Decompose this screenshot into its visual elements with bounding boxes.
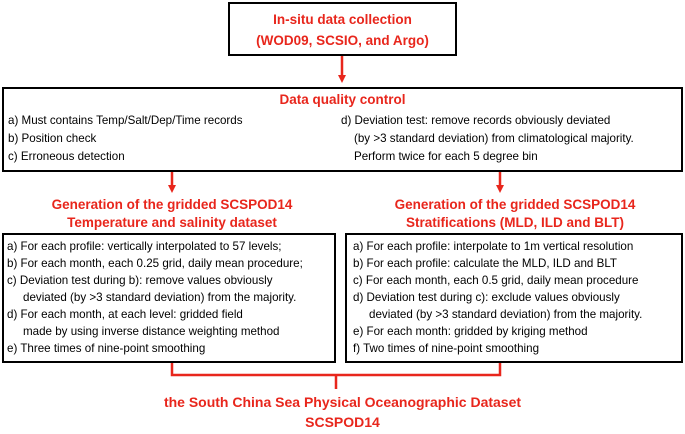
temperature-salinity-box — [2, 233, 336, 363]
output-dataset-title: the South China Sea Physical Oceanographic Dataset — [163, 394, 522, 410]
data-collection-title: In-situ data collection — [273, 12, 412, 27]
data-collection-sources: (WOD09, SCSIO, and Argo) — [256, 33, 429, 48]
ts-item-d-line2: made by using inverse distance weighting method — [23, 325, 280, 338]
strat-item-b: b) For each profile: calculate the MLD, ILD and BLT — [353, 257, 617, 270]
qc-item-d-line3: Perform twice for each 5 degree bin — [354, 150, 538, 163]
output-dataset-name: SCSPOD14 — [305, 414, 380, 430]
ts-item-b: b) For each month, each 0.25 grid, daily mean procedure; — [7, 257, 303, 270]
left-branch-subtitle: Temperature and salinity dataset — [67, 215, 277, 230]
qc-item-d-line2: (by >3 standard deviation) from climatological majority. — [354, 132, 634, 145]
strat-item-f: f) Two times of nine-point smoothing — [353, 342, 540, 355]
quality-control-title: Data quality control — [279, 92, 406, 107]
ts-item-d: d) For each month, at each level: gridded field — [7, 308, 243, 321]
qc-item-c: c) Erroneous detection — [8, 150, 125, 163]
qc-item-a: a) Must contains Temp/Salt/Dep/Time records — [8, 114, 243, 127]
right-branch-subtitle: Stratifications (MLD, ILD and BLT) — [406, 215, 624, 230]
data-collection-box — [228, 2, 457, 56]
qc-item-d: d) Deviation test: remove records obviously deviated — [341, 114, 611, 127]
left-branch-title: Generation of the gridded SCSPOD14 — [51, 197, 293, 212]
qc-item-b: b) Position check — [8, 132, 97, 145]
ts-item-c-line2: deviated (by >3 standard deviation) from the majority. — [23, 291, 297, 304]
quality-control-box — [2, 87, 683, 172]
strat-item-d-line2: deviated (by >3 standard deviation) from the majority. — [369, 308, 643, 321]
strat-item-a: a) For each profile: interpolate to 1m vertical resolution — [353, 240, 634, 253]
strat-item-c: c) For each month, each 0.5 grid, daily mean procedure — [353, 274, 639, 287]
strat-item-e: e) For each month: gridded by kriging method — [353, 325, 588, 338]
bracket-merge — [172, 363, 500, 389]
ts-item-c: c) Deviation test during b): remove values obviously — [7, 274, 273, 287]
stratification-box — [345, 233, 683, 363]
ts-item-e: e) Three times of nine-point smoothing — [7, 342, 206, 355]
ts-item-a: a) For each profile: vertically interpolated to 57 levels; — [7, 240, 282, 253]
strat-item-d: d) Deviation test during c): exclude values obviously — [353, 291, 620, 304]
right-branch-title: Generation of the gridded SCSPOD14 — [394, 197, 636, 212]
